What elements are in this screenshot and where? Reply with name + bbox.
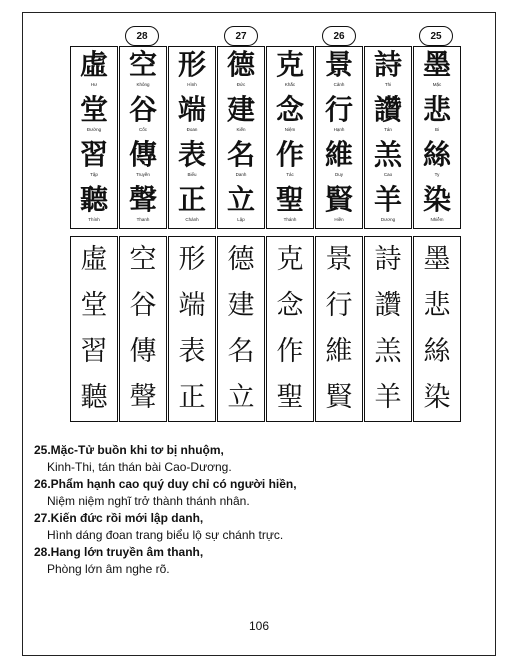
- regular-column: [119, 46, 167, 229]
- verse-number-28: 28: [125, 26, 159, 46]
- verse-28-line: Phòng lớn âm nghe rõ.: [47, 562, 170, 576]
- seal-script-character: 聖: [276, 382, 304, 413]
- chinese-character: 賢: [324, 183, 353, 216]
- seal-script-character: 德: [227, 244, 255, 275]
- vietnamese-reading: Hình: [187, 82, 197, 87]
- chinese-character: 詩: [373, 48, 402, 81]
- seal-script-character: 羊: [374, 382, 402, 413]
- character-cell: [71, 94, 117, 139]
- verse-25-line: Kinh-Thi, tán thán bài Cao-Dương.: [47, 460, 232, 474]
- vietnamese-reading: Thính: [88, 217, 100, 222]
- chinese-character: 傳: [128, 138, 157, 171]
- character-cell: [218, 139, 264, 184]
- character-cell: [316, 94, 362, 139]
- regular-column: [364, 46, 412, 229]
- character-cell: [169, 184, 215, 229]
- seal-script-character: 習: [80, 336, 108, 367]
- vietnamese-reading: Tán: [384, 127, 392, 132]
- chinese-character: 堂: [79, 93, 108, 126]
- verse-number-26: 26: [322, 26, 356, 46]
- vietnamese-reading: Thanh: [136, 217, 150, 222]
- vietnamese-reading: Thánh: [283, 217, 297, 222]
- seal-column: [413, 236, 461, 422]
- seal-script-character: 空: [129, 244, 157, 275]
- vietnamese-reading: Nhiễm: [430, 217, 444, 222]
- seal-script-character: 克: [276, 244, 304, 275]
- character-cell: [365, 49, 411, 94]
- character-cell: [218, 184, 264, 229]
- chinese-character: 聖: [275, 183, 304, 216]
- character-cell: [267, 184, 313, 229]
- vietnamese-reading: Hạnh: [333, 127, 345, 132]
- seal-script-character: 染: [423, 382, 451, 413]
- vietnamese-reading: Lập: [237, 217, 245, 222]
- verse-26-heading: 26.Phẩm hạnh cao quý duy chỉ có người hiền,: [34, 477, 297, 491]
- verse-list: [34, 442, 494, 578]
- vietnamese-reading: Khắc: [284, 82, 296, 87]
- seal-column: [168, 236, 216, 422]
- seal-script-character: 聽: [80, 382, 108, 413]
- character-cell: [414, 94, 460, 139]
- seal-script-character: 堂: [80, 290, 108, 321]
- vietnamese-reading: Niệm: [284, 127, 296, 132]
- chinese-character: 染: [422, 183, 451, 216]
- seal-script-character: 行: [325, 290, 353, 321]
- vietnamese-reading: Kiến: [236, 127, 246, 132]
- chinese-character: 德: [226, 48, 255, 81]
- seal-script-character: 維: [325, 336, 353, 367]
- character-cell: [414, 184, 460, 229]
- vietnamese-reading: Cốc: [138, 127, 147, 132]
- seal-script-character: 名: [227, 336, 255, 367]
- character-cell: [267, 139, 313, 184]
- chinese-character: 絲: [422, 138, 451, 171]
- character-cell: [169, 94, 215, 139]
- chinese-character: 行: [324, 93, 353, 126]
- character-cell: [71, 49, 117, 94]
- seal-script-character: 念: [276, 290, 304, 321]
- seal-column: [364, 236, 412, 422]
- vietnamese-reading: Cao: [383, 172, 393, 177]
- seal-script-character: 聲: [129, 382, 157, 413]
- vietnamese-reading: Bi: [434, 127, 439, 132]
- character-cell: [365, 139, 411, 184]
- regular-column: [70, 46, 118, 229]
- chinese-character: 墨: [422, 48, 451, 81]
- chinese-character: 正: [177, 183, 206, 216]
- vietnamese-reading: Đoan: [186, 127, 198, 132]
- seal-column: [119, 236, 167, 422]
- chinese-character: 維: [324, 138, 353, 171]
- character-cell: [267, 49, 313, 94]
- verse-27-line: Hình dáng đoan trang biểu lộ sự chánh trực.: [47, 528, 284, 542]
- vietnamese-reading: Duy: [334, 172, 343, 177]
- vietnamese-reading: Truyền: [136, 172, 150, 177]
- character-cell: [120, 139, 166, 184]
- chinese-character: 悲: [422, 93, 451, 126]
- vietnamese-reading: Danh: [235, 172, 247, 177]
- regular-column: [413, 46, 461, 229]
- character-cell: [218, 94, 264, 139]
- chinese-character: 羊: [373, 183, 402, 216]
- chinese-character: 谷: [128, 93, 157, 126]
- seal-script-character: 讚: [374, 290, 402, 321]
- chinese-character: 空: [128, 48, 157, 81]
- verse-28-heading: 28.Hang lớn truyền âm thanh,: [34, 545, 204, 559]
- seal-script-character: 表: [178, 336, 206, 367]
- seal-column: [70, 236, 118, 422]
- vietnamese-reading: Tác: [286, 172, 294, 177]
- verse-number-27: 27: [224, 26, 258, 46]
- seal-script-character: 墨: [423, 244, 451, 275]
- chinese-character: 立: [226, 183, 255, 216]
- seal-script-character: 景: [325, 244, 353, 275]
- verse-26-line: Niệm niệm nghĩ trở thành thánh nhân.: [47, 494, 250, 508]
- seal-script-character: 絲: [423, 336, 451, 367]
- regular-column: [315, 46, 363, 229]
- chinese-character: 羔: [373, 138, 402, 171]
- seal-column: [315, 236, 363, 422]
- character-cell: [414, 139, 460, 184]
- seal-script-character: 谷: [129, 290, 157, 321]
- chinese-character: 虛: [79, 48, 108, 81]
- verse-25-heading: 25.Mặc-Tử buồn khi tơ bị nhuộm,: [34, 443, 224, 457]
- character-cell: [169, 49, 215, 94]
- character-cell: [365, 94, 411, 139]
- vietnamese-reading: Hư: [90, 82, 98, 87]
- seal-script-character: 賢: [325, 382, 353, 413]
- chinese-character: 景: [324, 48, 353, 81]
- vietnamese-reading: Đức: [236, 82, 246, 87]
- chinese-character: 作: [275, 138, 304, 171]
- character-cell: [120, 49, 166, 94]
- seal-script-character: 建: [227, 290, 255, 321]
- page-number: 106: [248, 619, 270, 633]
- seal-script-character: 悲: [423, 290, 451, 321]
- seal-script-character: 虛: [80, 244, 108, 275]
- chinese-character: 形: [177, 48, 206, 81]
- verse-27-heading: 27.Kiến đức rồi mới lập danh,: [34, 511, 204, 525]
- vietnamese-reading: Tập: [90, 172, 98, 177]
- vietnamese-reading: Đường: [86, 127, 102, 132]
- vietnamese-reading: Thi: [384, 82, 392, 87]
- character-cell: [120, 184, 166, 229]
- seal-script-character: 立: [227, 382, 255, 413]
- character-cell: [316, 49, 362, 94]
- character-cell: [365, 184, 411, 229]
- vietnamese-reading: Không: [136, 82, 150, 87]
- seal-column: [266, 236, 314, 422]
- verse-number-25: 25: [419, 26, 453, 46]
- vietnamese-reading: Ty: [434, 172, 440, 177]
- vietnamese-reading: Biểu: [187, 172, 197, 177]
- character-cell: [169, 139, 215, 184]
- character-cell: [218, 49, 264, 94]
- vietnamese-reading: Dương: [380, 217, 396, 222]
- chinese-character: 習: [79, 138, 108, 171]
- chinese-character: 讚: [373, 93, 402, 126]
- chinese-character: 端: [177, 93, 206, 126]
- vietnamese-reading: Hiền: [334, 217, 344, 222]
- vietnamese-reading: Mặc: [432, 82, 442, 87]
- character-cell: [267, 94, 313, 139]
- regular-column: [266, 46, 314, 229]
- seal-script-character: 端: [178, 290, 206, 321]
- character-cell: [414, 49, 460, 94]
- regular-column: [217, 46, 265, 229]
- seal-script-character: 傳: [129, 336, 157, 367]
- chinese-character: 名: [226, 138, 255, 171]
- character-cell: [316, 184, 362, 229]
- seal-script-character: 形: [178, 244, 206, 275]
- chinese-character: 克: [275, 48, 304, 81]
- chinese-character: 聽: [79, 183, 108, 216]
- seal-script-character: 羔: [374, 336, 402, 367]
- seal-script-character: 作: [276, 336, 304, 367]
- seal-column: [217, 236, 265, 422]
- character-cell: [71, 139, 117, 184]
- chinese-character: 表: [177, 138, 206, 171]
- vietnamese-reading: Chánh: [185, 217, 199, 222]
- vietnamese-reading: Cảnh: [333, 82, 345, 87]
- chinese-character: 念: [275, 93, 304, 126]
- character-cell: [120, 94, 166, 139]
- character-cell: [316, 139, 362, 184]
- seal-script-character: 詩: [374, 244, 402, 275]
- character-cell: [71, 184, 117, 229]
- regular-column: [168, 46, 216, 229]
- chinese-character: 聲: [128, 183, 157, 216]
- chinese-character: 建: [226, 93, 255, 126]
- seal-script-character: 正: [178, 382, 206, 413]
